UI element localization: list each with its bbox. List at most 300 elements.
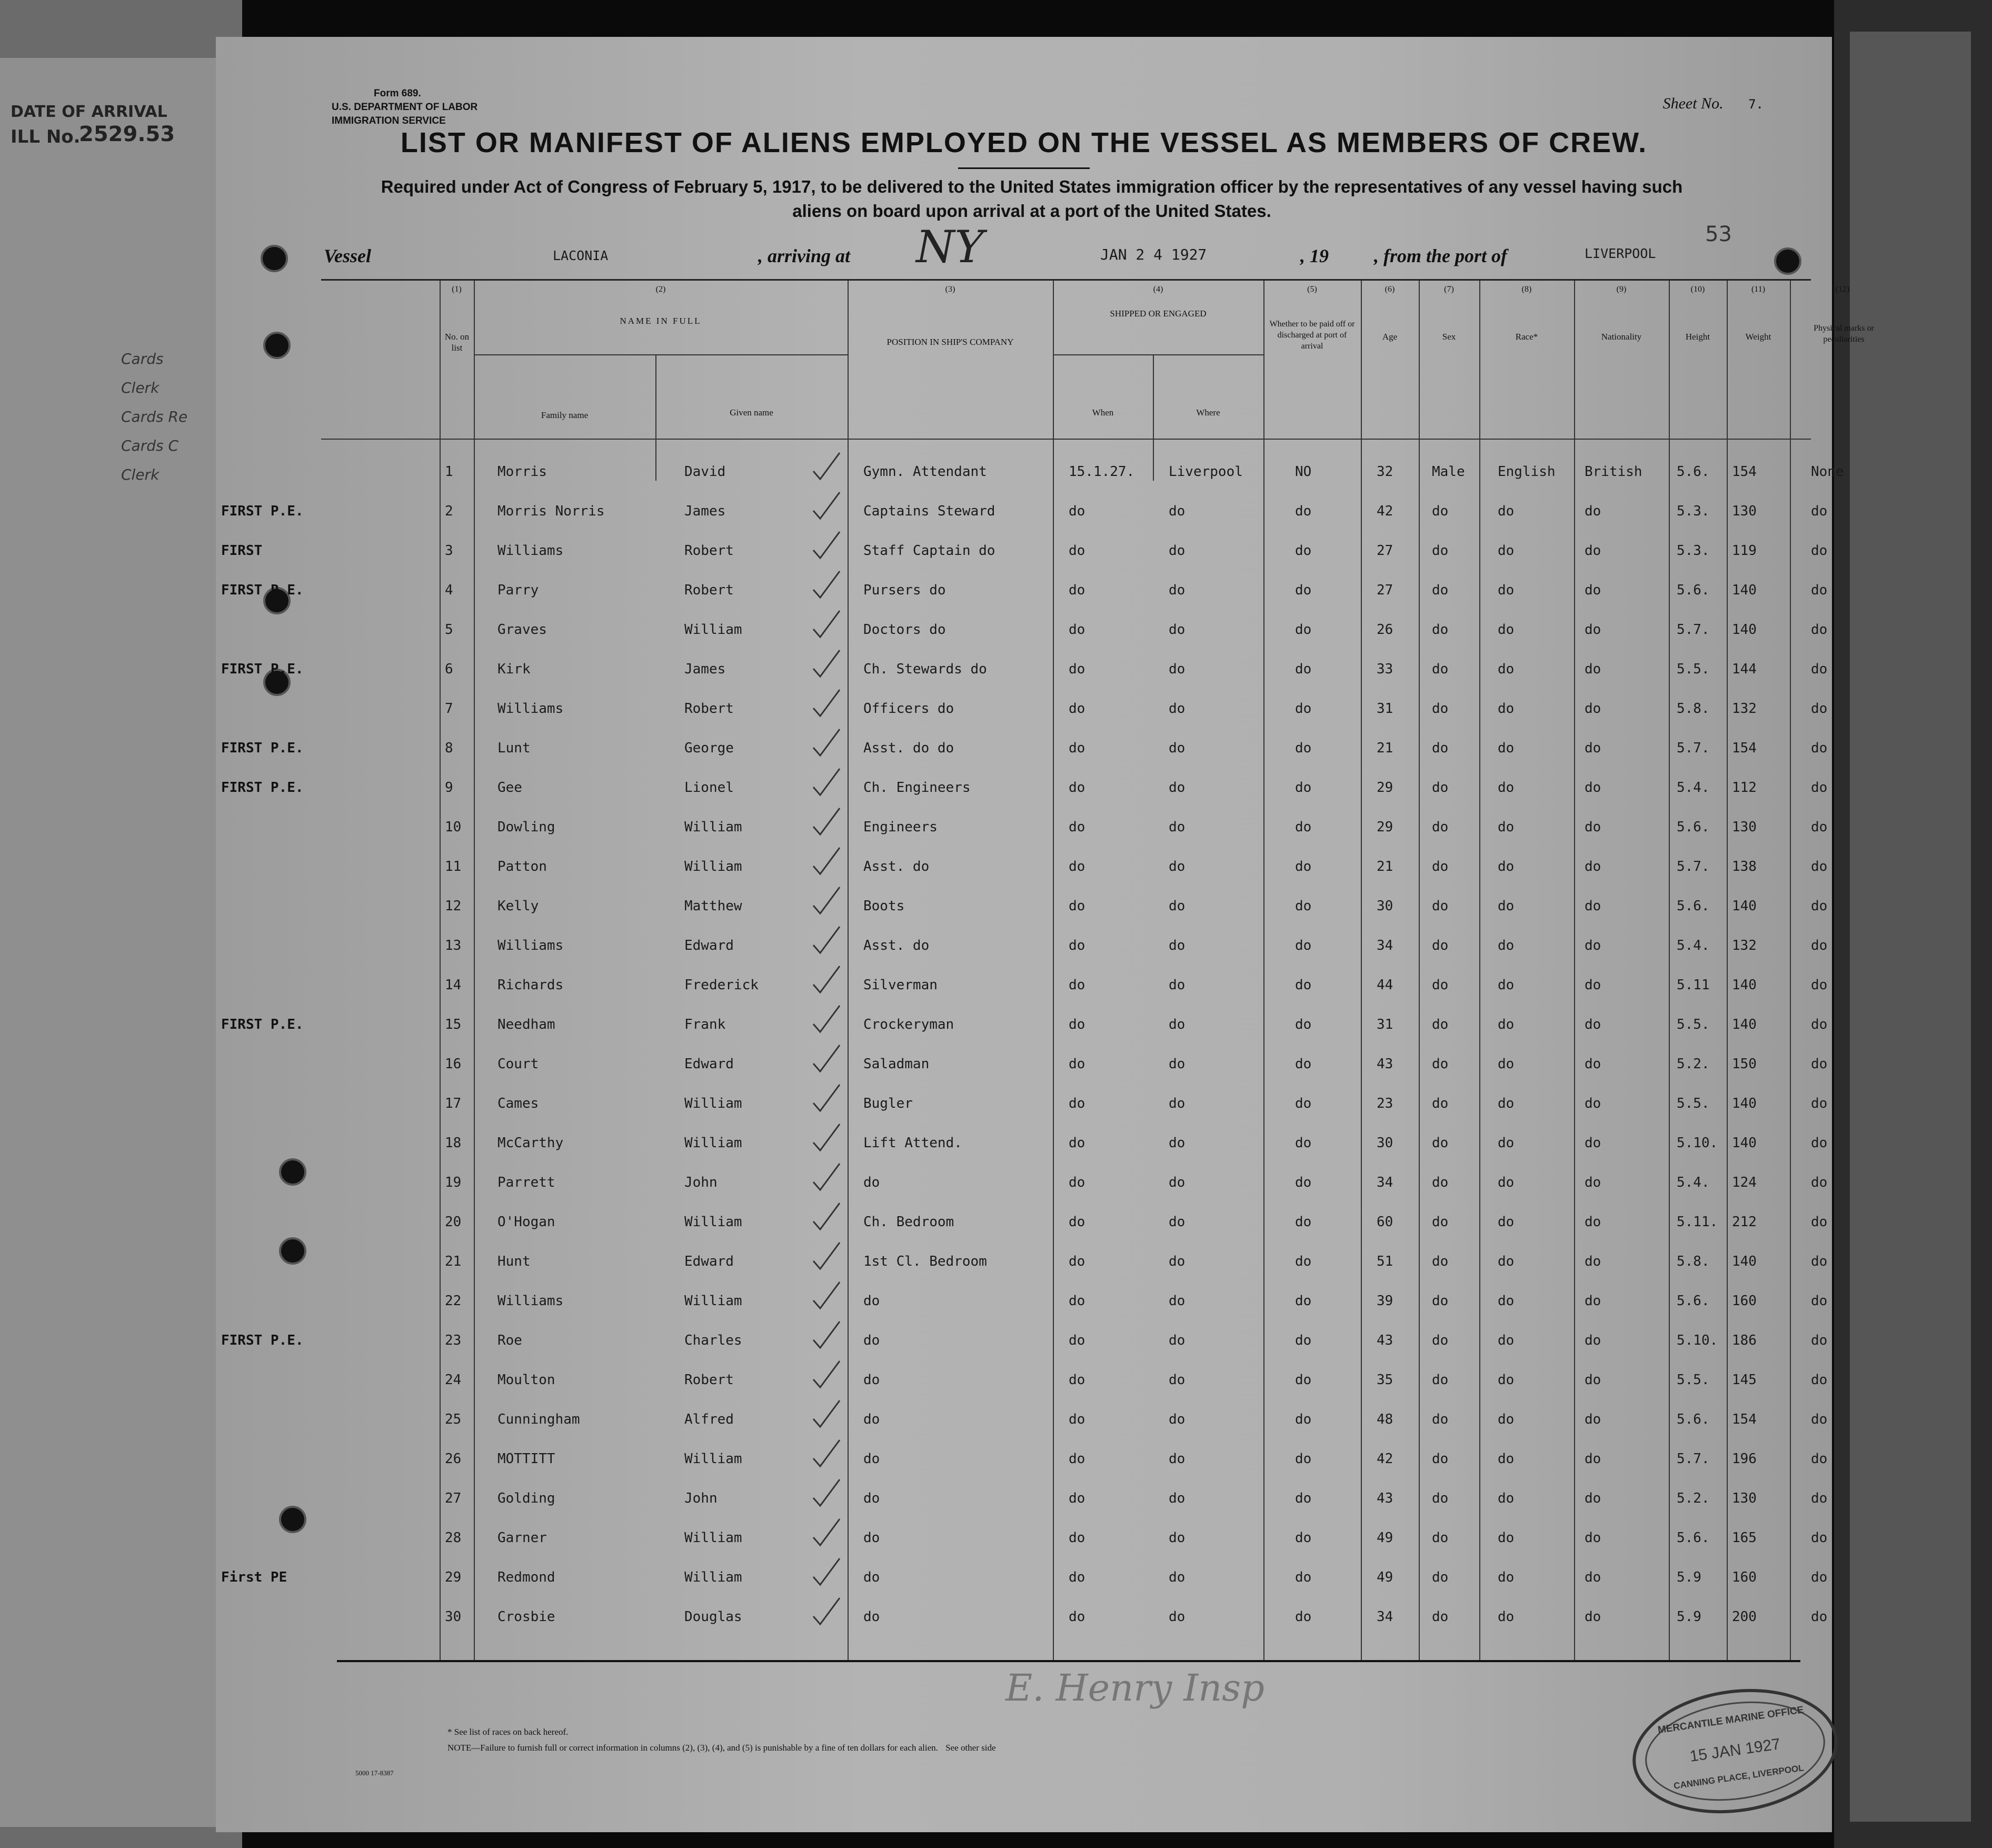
first-pe-annotation: FIRST P.E. [221, 740, 304, 756]
shipped-when: do [1069, 740, 1085, 756]
punch-hole [263, 332, 291, 359]
height: 5.11. [1677, 1214, 1718, 1230]
nationality: do [1585, 503, 1601, 519]
race: do [1498, 1135, 1515, 1151]
given-name: Alfred [684, 1412, 734, 1427]
given-name: Charles [684, 1333, 742, 1348]
shipped-when: do [1069, 1135, 1085, 1151]
position: Asst. do [863, 938, 930, 953]
nationality: do [1585, 1096, 1601, 1111]
given-name: Frank [684, 1017, 726, 1032]
race: do [1498, 898, 1515, 914]
position: do [863, 1491, 880, 1506]
sex: do [1432, 1056, 1449, 1072]
given-name: George [684, 740, 734, 756]
table-row [221, 533, 1828, 570]
requirement-line: aliens on board upon arrival at a port of the United States. [792, 201, 1271, 221]
age: 44 [1377, 977, 1393, 993]
given-name: Edward [684, 1056, 734, 1072]
table-row [221, 1560, 1828, 1597]
stamp-date: 15 JAN 1927 [1688, 1735, 1781, 1765]
first-pe-annotation: FIRST [221, 543, 263, 559]
shipped-where: do [1169, 1451, 1186, 1467]
check-mark-icon [811, 1477, 842, 1508]
physical-marks: do [1811, 1530, 1828, 1546]
race: do [1498, 701, 1515, 717]
check-mark-icon [811, 1279, 842, 1311]
nationality: do [1585, 1530, 1601, 1546]
given-name: William [684, 1569, 742, 1585]
row-number: 5 [445, 622, 453, 638]
check-mark-icon [811, 1042, 842, 1074]
shipped-when: do [1069, 1333, 1085, 1348]
paid-off: do [1295, 1096, 1312, 1111]
physical-marks: do [1811, 543, 1828, 559]
height: 5.7. [1677, 622, 1710, 638]
physical-marks: do [1811, 819, 1828, 835]
race: do [1498, 1017, 1515, 1032]
shipped-when: do [1069, 1214, 1085, 1230]
shipped-where: do [1169, 582, 1186, 598]
physical-marks: do [1811, 1096, 1828, 1111]
underlay-sheet [0, 0, 242, 1848]
row-number: 13 [445, 938, 462, 953]
paid-off: do [1295, 1412, 1312, 1427]
paid-off: do [1295, 780, 1312, 796]
row-number: 2 [445, 503, 453, 519]
height: 5.4. [1677, 1175, 1710, 1190]
sex: do [1432, 582, 1449, 598]
height: 5.10. [1677, 1135, 1718, 1151]
manifest-table [221, 279, 1874, 1660]
weight: 132 [1732, 701, 1757, 717]
shipped-when: do [1069, 1096, 1085, 1111]
given-name: Lionel [684, 780, 734, 796]
physical-marks: do [1811, 938, 1828, 953]
weight: 140 [1732, 1135, 1757, 1151]
paid-off: do [1295, 1530, 1312, 1546]
position: Gymn. Attendant [863, 464, 987, 480]
col-number: (9) [1616, 285, 1627, 294]
sex: do [1432, 740, 1449, 756]
col-number: (1) [452, 285, 462, 294]
sex: do [1432, 1491, 1449, 1506]
nationality: do [1585, 543, 1601, 559]
height: 5.11 [1677, 977, 1710, 993]
table-row [321, 1244, 1828, 1281]
family-name: O'Hogan [497, 1214, 555, 1230]
col-header-paid: Whether to be paid off or discharged at port of arrival [1269, 320, 1355, 351]
col-number: (7) [1444, 285, 1454, 294]
check-mark-icon [811, 1358, 842, 1390]
given-name: William [684, 1530, 742, 1546]
height: 5.9 [1677, 1609, 1701, 1625]
weight: 140 [1732, 582, 1757, 598]
sex: do [1432, 859, 1449, 875]
nationality: do [1585, 701, 1601, 717]
from-port: LIVERPOOL [1585, 246, 1656, 261]
table-row [321, 1205, 1828, 1241]
check-mark-icon [811, 806, 842, 837]
shipped-where: do [1169, 1214, 1186, 1230]
bottom-rule [337, 1660, 1800, 1662]
see-other-side: See other side [945, 1743, 996, 1753]
footer-note [447, 1743, 1342, 1753]
shipped-where: do [1169, 1530, 1186, 1546]
race: do [1498, 661, 1515, 677]
col-header-given: Given name [730, 408, 773, 418]
stamp-bottom: CANNING PLACE, LIVERPOOL [1673, 1763, 1805, 1791]
height: 5.8. [1677, 701, 1710, 717]
table-row [321, 1402, 1828, 1439]
given-name: Edward [684, 938, 734, 953]
family-name: Court [497, 1056, 539, 1072]
check-mark-icon [811, 1398, 842, 1429]
table-row [321, 810, 1828, 847]
shipped-when: do [1069, 1293, 1085, 1309]
shipped-when: do [1069, 1254, 1085, 1269]
shipped-when: do [1069, 1451, 1085, 1467]
shipped-when: do [1069, 1569, 1085, 1585]
nationality: do [1585, 780, 1601, 796]
nationality: do [1585, 1333, 1601, 1348]
height: 5.7. [1677, 740, 1710, 756]
given-name: Robert [684, 543, 734, 559]
age: 60 [1377, 1214, 1393, 1230]
sex: do [1432, 1451, 1449, 1467]
nationality: do [1585, 622, 1601, 638]
nationality: do [1585, 859, 1601, 875]
sex: do [1432, 1017, 1449, 1032]
family-name: Redmond [497, 1569, 555, 1585]
stamp-top: MERCANTILE MARINE OFFICE [1657, 1704, 1805, 1736]
nationality: do [1585, 582, 1601, 598]
weight: 212 [1732, 1214, 1757, 1230]
family-name: Parrett [497, 1175, 555, 1190]
shipped-where: do [1169, 622, 1186, 638]
age: 43 [1377, 1491, 1393, 1506]
shipped-where: do [1169, 503, 1186, 519]
col-header-name: NAME IN FULL [620, 316, 702, 326]
table-row [321, 968, 1828, 1005]
sex: do [1432, 1175, 1449, 1190]
weight: 130 [1732, 503, 1757, 519]
paid-off: do [1295, 503, 1312, 519]
shipped-where: do [1169, 543, 1186, 559]
height: 5.6. [1677, 898, 1710, 914]
family-name: Kelly [497, 898, 539, 914]
table-row [221, 573, 1828, 610]
weight: 140 [1732, 898, 1757, 914]
sex: do [1432, 819, 1449, 835]
age: 21 [1377, 859, 1393, 875]
paid-off: do [1295, 977, 1312, 993]
given-name: Robert [684, 582, 734, 598]
weight: 154 [1732, 1412, 1757, 1427]
weight: 140 [1732, 977, 1757, 993]
check-mark-icon [811, 569, 842, 600]
family-name: Williams [497, 701, 564, 717]
nationality: do [1585, 1412, 1601, 1427]
position: Ch. Stewards do [863, 661, 987, 677]
underlay-bill-label: ILL No. [11, 126, 81, 147]
given-name: William [684, 1096, 742, 1111]
check-mark-icon [811, 1437, 842, 1469]
row-number: 7 [445, 701, 453, 717]
check-mark-icon [811, 450, 842, 482]
shipped-where: do [1169, 1491, 1186, 1506]
shipped-where: do [1169, 1569, 1186, 1585]
page-mark: 53 [1705, 222, 1732, 246]
sex: do [1432, 701, 1449, 717]
family-name: Dowling [497, 819, 555, 835]
shipped-when: do [1069, 1491, 1085, 1506]
row-number: 18 [445, 1135, 462, 1151]
nationality: do [1585, 1175, 1601, 1190]
row-number: 12 [445, 898, 462, 914]
height: 5.9 [1677, 1569, 1701, 1585]
physical-marks: do [1811, 1609, 1828, 1625]
age: 27 [1377, 582, 1393, 598]
underlay-bill-no: 2529.53 [79, 122, 175, 146]
footer-note-text: NOTE—Failure to furnish full or correct information in columns (2), (3), (4), and (5) is punishable by a fine of ten dollars for each alien. [447, 1743, 938, 1753]
race: do [1498, 1372, 1515, 1388]
sex: do [1432, 977, 1449, 993]
shipped-when: do [1069, 1017, 1085, 1032]
row-number: 21 [445, 1254, 462, 1269]
title-rule [958, 167, 1090, 169]
height: 5.3. [1677, 503, 1710, 519]
position: do [863, 1412, 880, 1427]
physical-marks: None [1811, 464, 1844, 480]
shipped-where: do [1169, 1333, 1186, 1348]
underlay-date-label: DATE OF ARRIVAL [11, 103, 167, 121]
physical-marks: do [1811, 1214, 1828, 1230]
row-number: 3 [445, 543, 453, 559]
sex: Male [1432, 464, 1465, 480]
first-pe-annotation: FIRST P.E. [221, 661, 304, 677]
check-mark-icon [811, 1121, 842, 1153]
col-header-marks: Physical marks or peculiarities [1814, 324, 1874, 344]
col-header-position: POSITION IN SHIP'S COMPANY [887, 337, 1014, 347]
physical-marks: do [1811, 977, 1828, 993]
sex: do [1432, 1530, 1449, 1546]
height: 5.5. [1677, 1372, 1710, 1388]
height: 5.5. [1677, 661, 1710, 677]
paid-off: do [1295, 1056, 1312, 1072]
height: 5.5. [1677, 1096, 1710, 1111]
position: do [863, 1569, 880, 1585]
shipped-when: do [1069, 503, 1085, 519]
age: 32 [1377, 464, 1393, 480]
physical-marks: do [1811, 1254, 1828, 1269]
paid-off: do [1295, 1609, 1312, 1625]
check-mark-icon [811, 490, 842, 521]
position: Engineers [863, 819, 938, 835]
underlay-card-line: Cards [121, 350, 164, 367]
first-pe-annotation: FIRST P.E. [221, 582, 304, 598]
check-mark-icon [811, 608, 842, 640]
race: English [1498, 464, 1556, 480]
position: Ch. Engineers [863, 780, 971, 796]
age: 29 [1377, 780, 1393, 796]
nationality: do [1585, 1056, 1601, 1072]
sex: do [1432, 503, 1449, 519]
family-name: MOTTITT [497, 1451, 555, 1467]
weight: 119 [1732, 543, 1757, 559]
height: 5.6. [1677, 1530, 1710, 1546]
race: do [1498, 1175, 1515, 1190]
weight: 154 [1732, 464, 1757, 480]
form-header [332, 87, 477, 128]
row-number: 9 [445, 780, 453, 796]
physical-marks: do [1811, 1056, 1828, 1072]
check-mark-icon [811, 1161, 842, 1193]
table-row [321, 1165, 1828, 1202]
height: 5.2. [1677, 1491, 1710, 1506]
given-name: David [684, 464, 726, 480]
row-number: 26 [445, 1451, 462, 1467]
table-row [221, 1007, 1828, 1044]
age: 43 [1377, 1056, 1393, 1072]
paid-off: do [1295, 1491, 1312, 1506]
family-name: Williams [497, 938, 564, 953]
race: do [1498, 1254, 1515, 1269]
shipped-when: do [1069, 1609, 1085, 1625]
age: 48 [1377, 1412, 1393, 1427]
nationality: do [1585, 1372, 1601, 1388]
family-name: Williams [497, 1293, 564, 1309]
paid-off: NO [1295, 464, 1312, 480]
age: 34 [1377, 1609, 1393, 1625]
race: do [1498, 1214, 1515, 1230]
first-pe-annotation: FIRST P.E. [221, 780, 304, 796]
nationality: do [1585, 1254, 1601, 1269]
paid-off: do [1295, 1017, 1312, 1032]
family-name: Morris Norris [497, 503, 605, 519]
height: 5.5. [1677, 1017, 1710, 1032]
check-mark-icon [811, 924, 842, 956]
height: 5.4. [1677, 780, 1710, 796]
position: Doctors do [863, 622, 946, 638]
nationality: do [1585, 1451, 1601, 1467]
col-header-no: No. on list [444, 332, 470, 353]
underlay-card-line: Clerk [121, 379, 160, 396]
nationality: do [1585, 740, 1601, 756]
weight: 200 [1732, 1609, 1757, 1625]
nationality: do [1585, 819, 1601, 835]
weight: 154 [1732, 740, 1757, 756]
shipped-where: do [1169, 740, 1186, 756]
check-mark-icon [811, 845, 842, 877]
paid-off: do [1295, 1214, 1312, 1230]
col-header-age: Age [1382, 332, 1398, 342]
table-row [321, 1126, 1828, 1163]
height: 5.8. [1677, 1254, 1710, 1269]
table-row [321, 691, 1828, 728]
paid-off: do [1295, 1569, 1312, 1585]
paid-off: do [1295, 543, 1312, 559]
weight: 140 [1732, 1096, 1757, 1111]
table-row [321, 1521, 1828, 1557]
physical-marks: do [1811, 1135, 1828, 1151]
department: U.S. DEPARTMENT OF LABOR [332, 102, 478, 113]
check-mark-icon [811, 1082, 842, 1114]
weight: 138 [1732, 859, 1757, 875]
service: IMMIGRATION SERVICE [332, 115, 446, 126]
family-name: Crosbie [497, 1609, 555, 1625]
sex: do [1432, 1372, 1449, 1388]
col-number: (2) [655, 285, 666, 294]
table-row [321, 928, 1828, 965]
row-number: 11 [445, 859, 462, 875]
form-number: Form 689. [374, 88, 421, 99]
weight: 196 [1732, 1451, 1757, 1467]
nationality: do [1585, 1609, 1601, 1625]
underlay-card-line: Cards C [121, 437, 179, 454]
race: do [1498, 1530, 1515, 1546]
age: 26 [1377, 622, 1393, 638]
table-row [321, 889, 1828, 926]
weight: 150 [1732, 1056, 1757, 1072]
sex: do [1432, 938, 1449, 953]
check-mark-icon [811, 1003, 842, 1035]
shipped-when: do [1069, 1372, 1085, 1388]
race: do [1498, 1609, 1515, 1625]
row-number: 24 [445, 1372, 462, 1388]
col-number: (10) [1690, 285, 1705, 294]
position: Saladman [863, 1056, 930, 1072]
check-mark-icon [811, 1319, 842, 1350]
row-number: 22 [445, 1293, 462, 1309]
table-row [321, 1086, 1828, 1123]
nationality: do [1585, 1214, 1601, 1230]
row-number: 14 [445, 977, 462, 993]
position: Pursers do [863, 582, 946, 598]
nationality: do [1585, 1491, 1601, 1506]
paid-off: do [1295, 661, 1312, 677]
race: do [1498, 1491, 1515, 1506]
sex: do [1432, 543, 1449, 559]
weight: 140 [1732, 1254, 1757, 1269]
race: do [1498, 938, 1515, 953]
physical-marks: do [1811, 898, 1828, 914]
family-name: Cames [497, 1096, 539, 1111]
col-number: (6) [1385, 285, 1395, 294]
family-name: Lunt [497, 740, 531, 756]
table-row [321, 612, 1828, 649]
race: do [1498, 1056, 1515, 1072]
vessel-name: LACONIA [553, 248, 609, 263]
height: 5.4. [1677, 938, 1710, 953]
age: 33 [1377, 661, 1393, 677]
first-pe-annotation: FIRST P.E. [221, 1333, 304, 1348]
paid-off: do [1295, 819, 1312, 835]
shipped-where: do [1169, 1017, 1186, 1032]
arriving-port: NY [916, 221, 984, 273]
paid-off: do [1295, 938, 1312, 953]
height: 5.6. [1677, 819, 1710, 835]
weight: 165 [1732, 1530, 1757, 1546]
paid-off: do [1295, 898, 1312, 914]
paid-off: do [1295, 740, 1312, 756]
weight: 140 [1732, 1017, 1757, 1032]
right-underlay [1834, 0, 1992, 1848]
weight: 160 [1732, 1293, 1757, 1309]
row-number: 8 [445, 740, 453, 756]
row-number: 15 [445, 1017, 462, 1032]
col-header-height: Height [1685, 332, 1710, 342]
